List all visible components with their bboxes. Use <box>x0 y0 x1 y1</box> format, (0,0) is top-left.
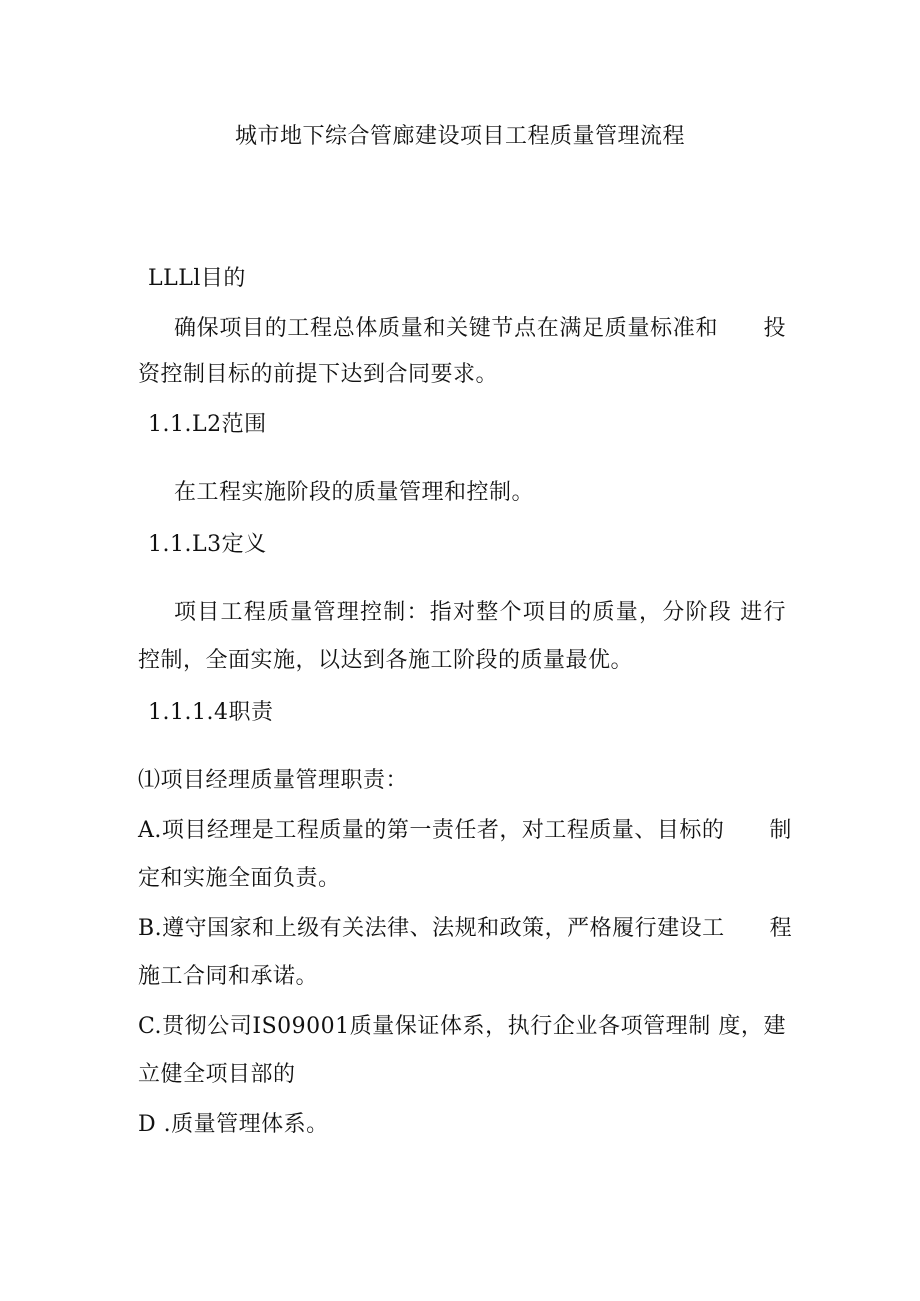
duties-a-line-1: A.项目经理是工程质量的第一责任者，对工程质量、目标的 制 <box>138 818 792 843</box>
duties-item-1: ⑴项目经理质量管理职责： <box>138 768 409 793</box>
section-heading-scope: 1.1.L2范围 <box>148 412 267 437</box>
section-heading-definition: 1.1.L3定义 <box>148 532 267 557</box>
duties-b-line-1: B.遵守国家和上级有关法律、法规和政策，严格履行建设工 程 <box>138 916 793 941</box>
scope-text-line-1: 在工程实施阶段的质量管理和控制。 <box>174 480 535 505</box>
document-title: 城市地下综合管廊建设项目工程质量管理流程 <box>234 124 685 149</box>
definition-text-line-2: 控制，全面实施，以达到各施工阶段的质量最优。 <box>138 648 634 673</box>
purpose-text-line-2: 资控制目标的前提下达到合同要求。 <box>138 362 499 387</box>
duties-c-line-2: 立健全项目部的 <box>138 1062 296 1087</box>
definition-text-line-1: 项目工程质量管理控制：指对整个项目的质量，分阶段 进行 <box>174 600 786 625</box>
section-heading-duties: 1.1.1.4职责 <box>148 700 274 725</box>
duties-c-line-1: C.贯彻公司IS09001质量保证体系，执行企业各项管理制 度，建 <box>138 1014 786 1039</box>
duties-d-line-1: D .质量管理体系。 <box>138 1112 329 1137</box>
section-heading-purpose: LLLl目的 <box>148 266 246 291</box>
purpose-text-line-1: 确保项目的工程总体质量和关键节点在满足质量标准和 投 <box>174 316 786 341</box>
duties-a-line-2: 定和实施全面负责。 <box>138 866 341 891</box>
duties-b-line-2: 施工合同和承诺。 <box>138 964 319 989</box>
